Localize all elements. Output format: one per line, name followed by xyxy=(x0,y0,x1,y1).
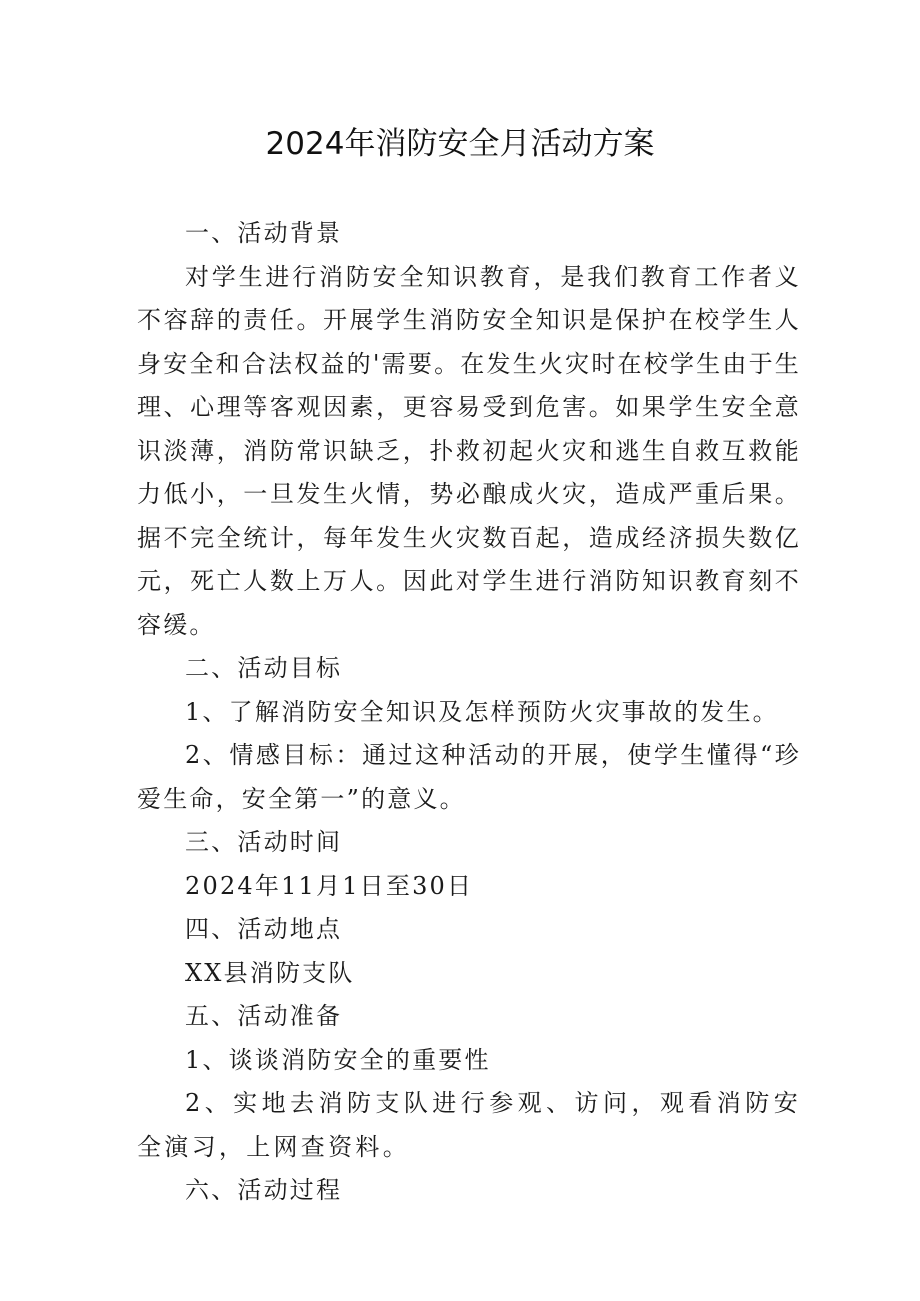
section-heading-process: 六、活动过程 xyxy=(185,1176,343,1204)
section-heading-background: 一、活动背景 xyxy=(185,219,343,247)
section-heading-preparation: 五、活动准备 xyxy=(185,1002,343,1030)
document-body xyxy=(137,212,801,1213)
activity-time: 2024年11月1日至30日 xyxy=(185,871,474,900)
preparation-item-1: 1、谈谈消防安全的重要性 xyxy=(185,1045,491,1074)
activity-location: XX县消防支队 xyxy=(185,958,355,987)
document-title: 2024年消防安全月活动方案 xyxy=(265,126,655,162)
preparation-item-2: 2、实地去消防支队进行参观、访问，观看消防安全演习，上网查资料。 xyxy=(137,1089,801,1161)
section-heading-location: 四、活动地点 xyxy=(185,915,343,943)
goal-item-2: 2、情感目标：通过这种活动的开展，使学生懂得“珍爱生命，安全第一”的意义。 xyxy=(137,741,801,813)
goal-item-1: 1、了解消防安全知识及怎样预防火灾事故的发生。 xyxy=(185,697,779,726)
section-heading-goals: 二、活动目标 xyxy=(185,654,343,682)
section-heading-time: 三、活动时间 xyxy=(185,828,343,856)
background-paragraph: 对学生进行消防安全知识教育，是我们教育工作者义不容辞的责任。开展学生消防安全知识是保护在校学生人身安全和合法权益的'需要。在发生火灾时在校学生由于生理、心理等客观因素，更容易受到危害。如果学生安全意识淡薄，消防常识缺乏，扑救初起火灾和逃生自救互救能力低小，一旦发生火情，势必酿成火灾，造成严重后果。据不完全统计，每年发生火灾数百起，造成经济损失数亿元，死亡人数上万人。因此对学生进行消防知识教育刻不容缓。 xyxy=(137,262,801,639)
